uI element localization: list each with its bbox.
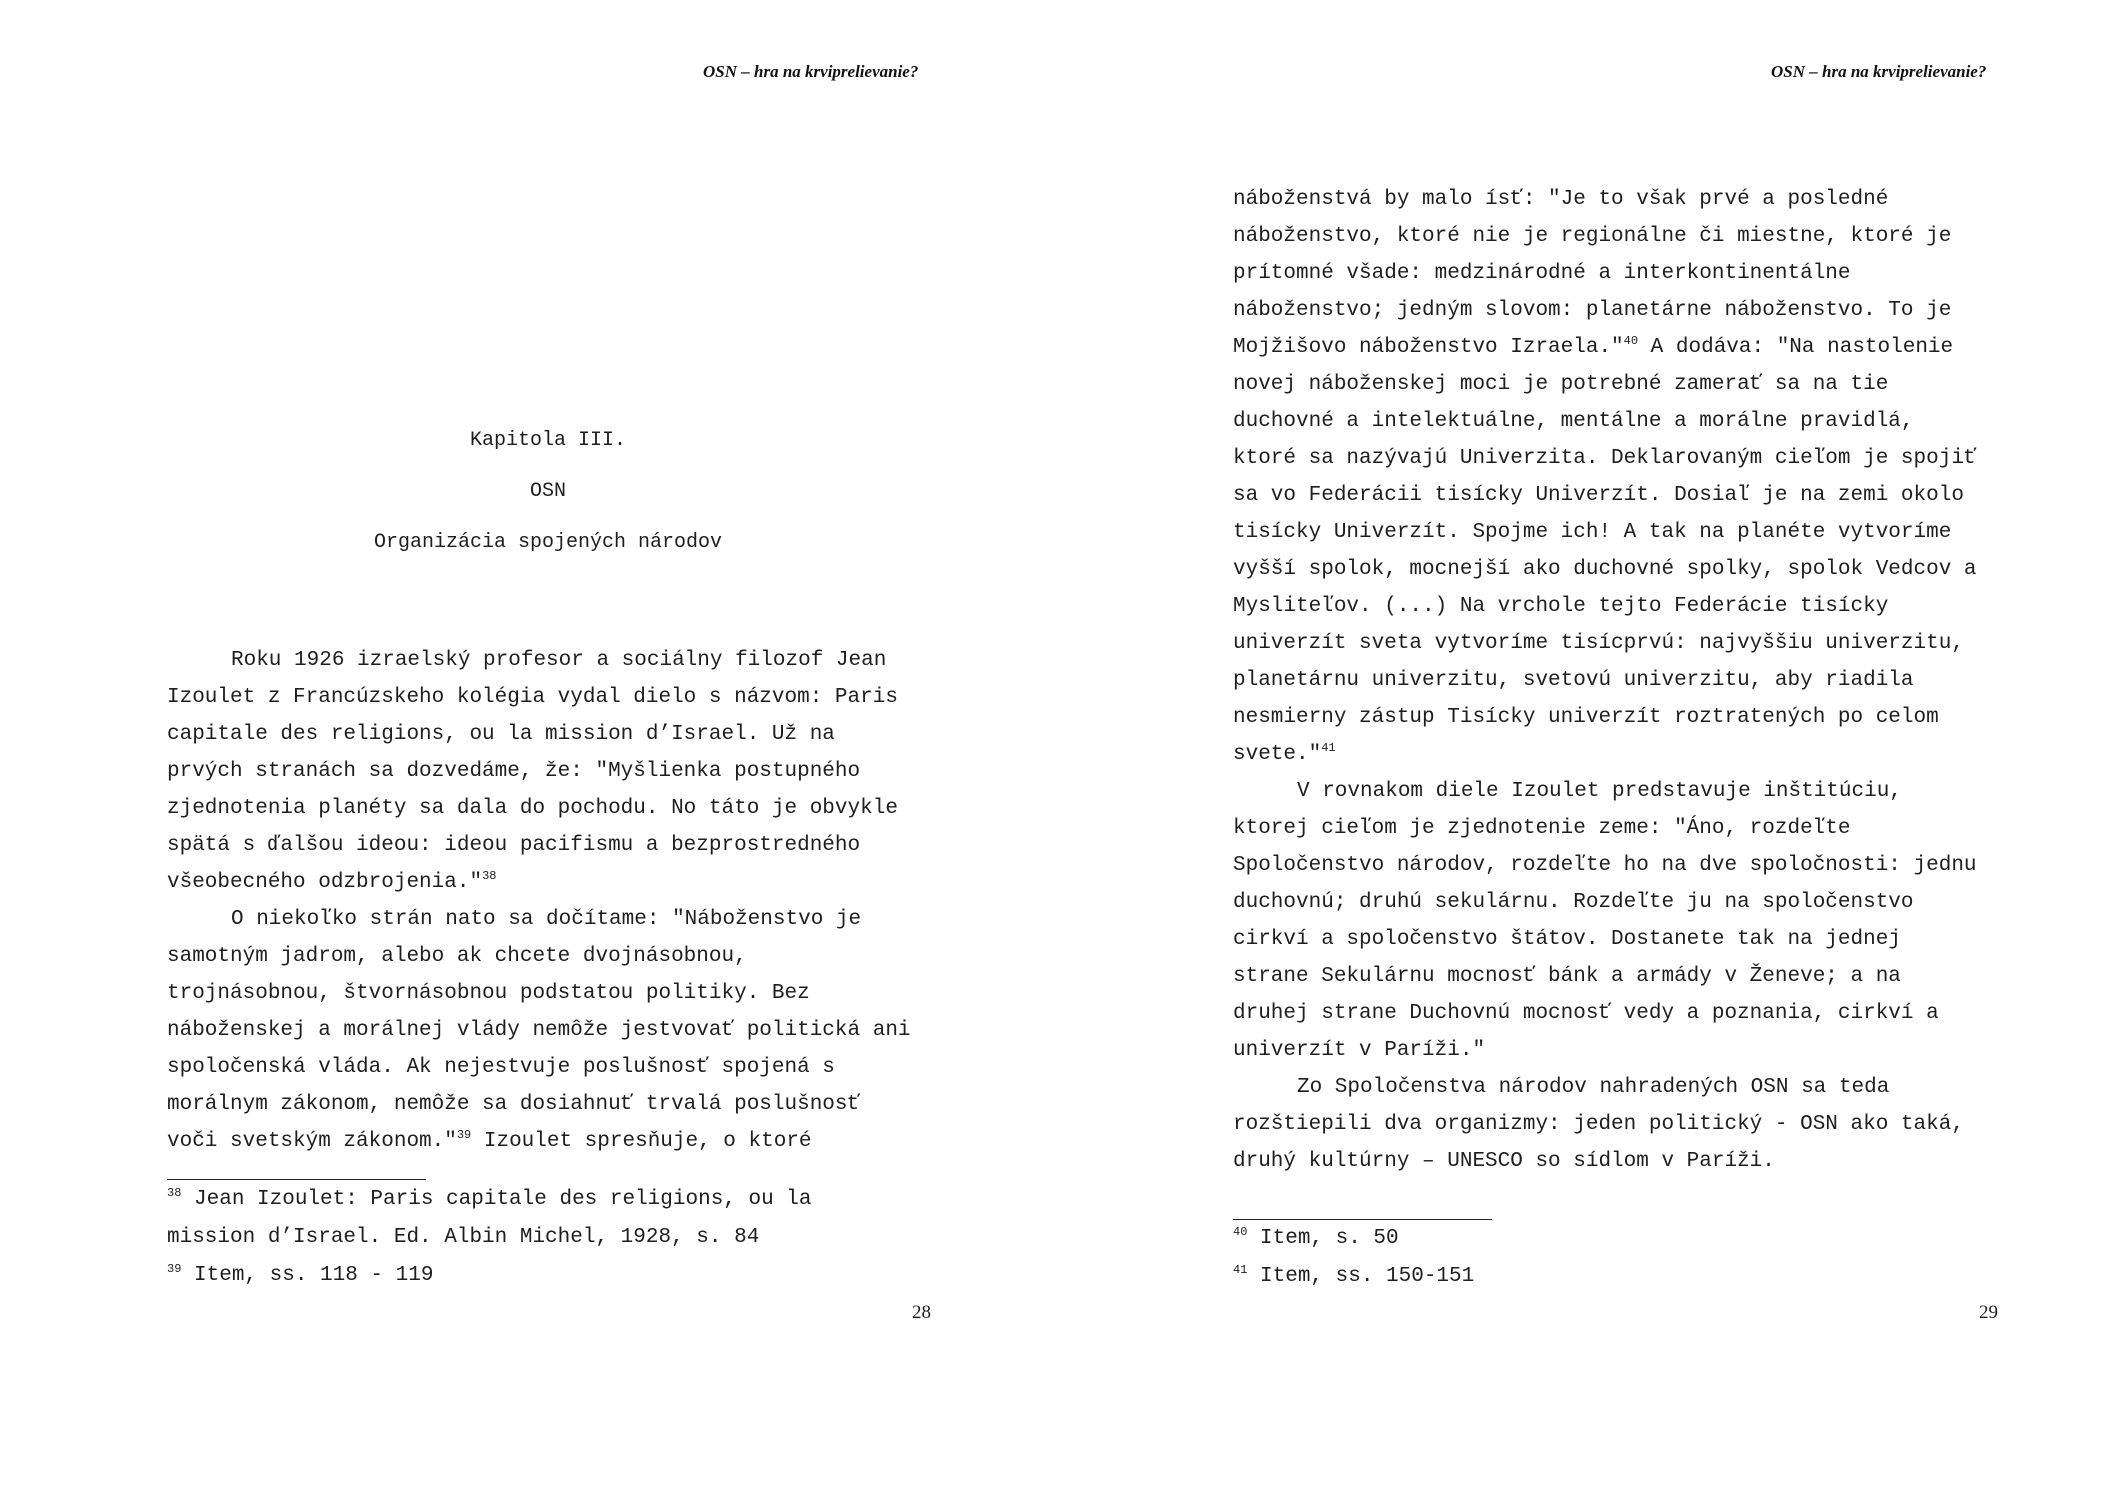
text-line: Roku 1926 izraelský profesor a sociálny filozof Jean [231,649,887,672]
right-page [1060,0,2120,1500]
footnote-number: 40 [1233,1225,1248,1239]
footnote [167,1257,812,1295]
text-line: Izoulet z Francúzskeho kolégia vydal dielo s názvom: Paris [167,686,898,709]
footnote [1233,1220,1474,1258]
footnote-reference[interactable]: 41 [1321,741,1336,755]
footnote-text: Item, s. 50 [1247,1227,1399,1250]
text-line: trojnásobnou, štvornásobnou podstatou politiky. Bez [167,982,810,1005]
text-line: nesmierny zástup Tisícky univerzít roztratených po celom [1233,706,1939,729]
text-line: prítomné všade: medzinárodné a interkontinentálne [1233,262,1851,285]
text-line: samotným jadrom, alebo ak chcete dvojnásobnou, [167,945,747,968]
text-line: Zo Spoločenstva národov nahradených OSN sa teda [1297,1076,1890,1099]
footnote-text: Item, ss. 150-151 [1247,1265,1475,1288]
text-line: O niekoľko strán nato sa dočítame: "Náboženstvo je [231,908,862,931]
footnote-separator [167,1179,426,1180]
footnote-continuation: mission d’Israel. Ed. Albin Michel, 1928, s. 84 [167,1226,760,1249]
footnote-number: 41 [1233,1263,1248,1277]
text-line: Spoločenstvo národov, rozdeľte ho na dve spoločnosti: jednu [1233,854,1977,877]
left-body-text [167,642,937,1160]
text-line: sa vo Federácii tisícky Univerzít. Dosiaľ je na zemi okolo [1233,484,1964,507]
footnote-text: Item, ss. 118 - 119 [181,1264,434,1287]
text-line: náboženstvo; jedným slovom: planetárne náboženstvo. To je [1233,299,1952,322]
footnotes-right [1233,1220,1474,1296]
chapter-subtitle: Organizácia spojených národov [373,531,723,554]
footnote-number: 39 [167,1262,182,1276]
text-line: cirkví a spoločenstvo štátov. Dostanete tak na jednej [1233,928,1901,951]
text-segment: voči svetským zákonom." [167,1130,457,1153]
text-line: tisícky Univerzít. Spojme ich! A tak na planéte vytvoríme [1233,521,1952,544]
text-line: druhej strane Duchovnú mocnosť vedy a poznania, cirkví a [1233,1002,1939,1025]
text-line: Mysliteľov. (...) Na vrchole tejto Federácie tisícky [1233,595,1889,618]
paragraph [1233,1069,2065,1180]
page-number-right: 29 [1979,1302,1998,1323]
paragraph [167,642,937,901]
text-line: zjednotenia planéty sa dala do pochodu. No táto je obvykle [167,797,898,820]
text-segment: Mojžišovo náboženstvo Izraela." [1233,336,1624,359]
text-line: náboženskej a morálnej vlády nemôže jestvovať politická ani [167,1019,911,1042]
text-line: spoločenská vláda. Ak nejestvuje poslušnosť spojená s [167,1056,835,1079]
text-line: planetárnu univerzitu, svetovú univerzitu, aby riadila [1233,669,1914,692]
text-line [167,864,937,901]
footnote [167,1181,812,1219]
text-line [1233,329,2065,366]
running-head-left: OSN – hra na krviprelievanie? [703,62,919,81]
footnote-reference[interactable]: 39 [456,1128,472,1142]
text-line: spätá s ďalšou ideou: ideou pacifismu a bezprostredného [167,834,861,857]
paragraph [1233,773,2065,1069]
footnote-reference[interactable]: 38 [482,869,497,883]
text-line: prvých stranách sa dozvedáme, že: "Myšlienka postupného [167,760,861,783]
text-line: ktoré sa nazývajú Univerzita. Deklarovaným cieľom je spojiť [1233,447,1977,470]
footnotes-left [167,1181,812,1295]
text-line: ktorej cieľom je zjednotenie zeme: "Áno, rozdeľte [1233,817,1851,840]
text-line: náboženstvo, ktoré nie je regionálne či miestne, ktoré je [1233,225,1952,248]
text-line: duchovné a intelektuálne, mentálne a morálne pravidlá, [1233,410,1914,433]
text-segment: svete." [1233,743,1322,766]
chapter-label: Kapitola III. [469,429,627,452]
text-line: rozštiepili dva organizmy: jeden politický - OSN ako taká, [1233,1113,1964,1136]
footnote-number: 38 [167,1186,182,1200]
text-segment: Izoulet spresňuje, o ktoré [471,1130,812,1153]
text-line [167,1123,937,1160]
text-line: morálnym zákonom, nemôže sa dosiahnuť trvalá poslušnosť [167,1093,861,1116]
text-line: novej náboženskej moci je potrebné zamerať sa na tie [1233,373,1889,396]
text-line: V rovnakom diele Izoulet predstavuje inštitúciu, [1297,780,1902,803]
text-line: capitale des religions, ou la mission d’Israel. Už na [167,723,835,746]
running-head-right: OSN – hra na krviprelievanie? [1771,62,1987,81]
text-line: vyšší spolok, mocnejší ako duchovné spolky, spolok Vedcov a [1233,558,1977,581]
chapter-abbreviation: OSN [529,480,566,503]
text-segment: všeobecného odzbrojenia." [167,871,483,894]
text-line: univerzít sveta vytvoríme tisícprvú: najvyššiu univerzitu, [1233,632,1964,655]
paragraph [1233,181,2065,773]
text-line: duchovnú; druhú sekulárnu. Rozdeľte ju na spoločenstvo [1233,891,1914,914]
text-line: náboženstvá by malo ísť: "Je to však prvé a posledné [1233,188,1889,211]
footnote-reference[interactable]: 40 [1623,334,1639,348]
page-number-left: 28 [912,1302,931,1323]
right-body-text [1233,181,2065,1180]
footnote [1233,1258,1474,1296]
text-line: druhý kultúrny – UNESCO so sídlom v Paríži. [1233,1150,1775,1173]
text-line: univerzít v Paríži." [1233,1039,1486,1062]
paragraph [167,901,937,1160]
text-segment: A dodáva: "Na nastolenie [1638,336,1954,359]
text-line: strane Sekulárnu mocnosť bánk a armády v Ženeve; a na [1233,965,1901,988]
text-line [1233,736,2065,773]
footnote-text: Jean Izoulet: Paris capitale des religions, ou la [181,1188,812,1211]
